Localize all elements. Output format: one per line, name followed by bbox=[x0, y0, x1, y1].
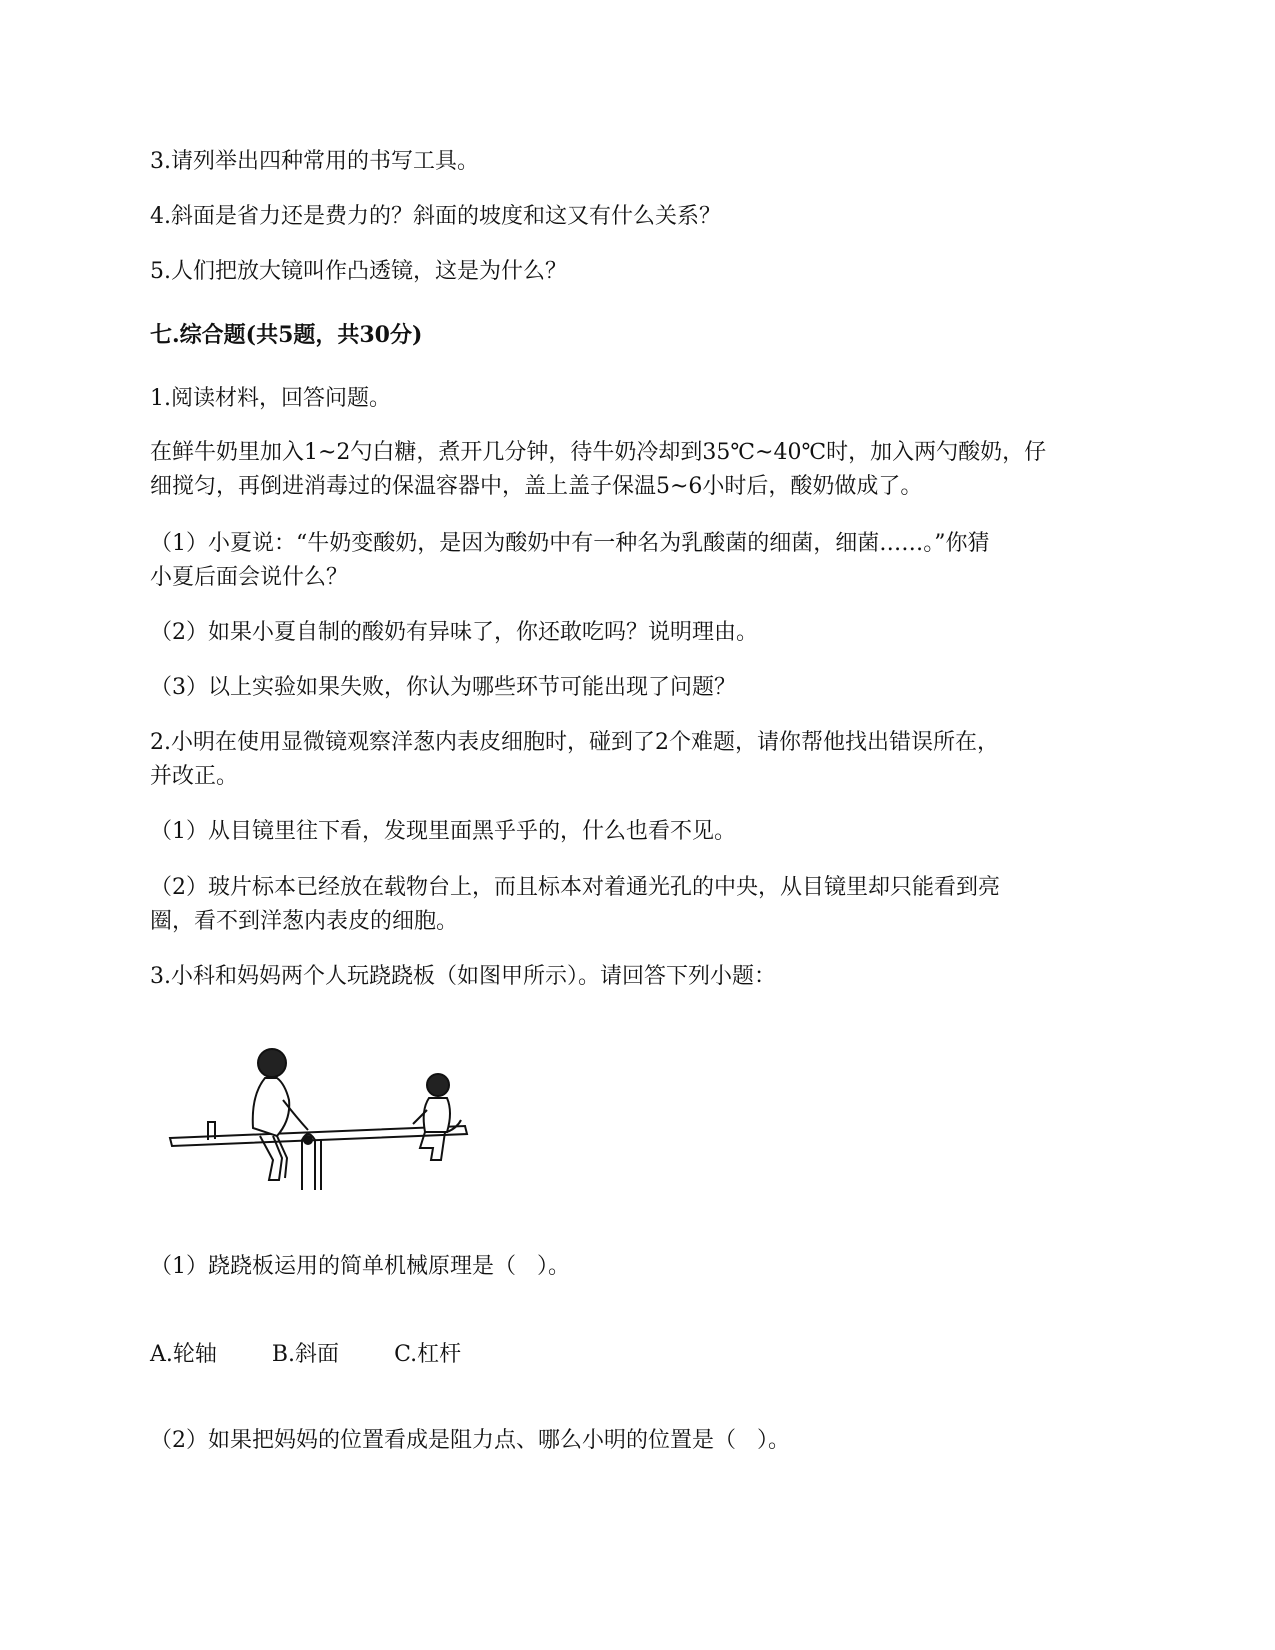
option-c: C.杠杆 bbox=[394, 1342, 462, 1367]
question-7-2-sub2-line1: （2）玻片标本已经放在载物台上，而且标本对着通光孔的中央，从目镜里却只能看到亮 bbox=[150, 875, 1000, 900]
question-7-3-sub1: （1）跷跷板运用的简单机械原理是（ ）。 bbox=[150, 1254, 570, 1279]
question-7-2-title-line2: 并改正。 bbox=[150, 764, 239, 789]
question-7-1-sub2: （2）如果小夏自制的酸奶有异味了，你还敢吃吗？说明理由。 bbox=[150, 620, 758, 645]
question-7-1-material-line1: 在鲜牛奶里加入1~2勺白糖，煮开几分钟，待牛奶冷却到35℃~40℃时，加入两勺酸奶，仔 bbox=[150, 440, 1047, 465]
question-6-3: 3.请列举出四种常用的书写工具。 bbox=[150, 149, 479, 174]
question-6-5: 5.人们把放大镜叫作凸透镜，这是为什么？ bbox=[150, 259, 567, 284]
question-7-2-sub2-line2: 圈，看不到洋葱内表皮的细胞。 bbox=[150, 909, 459, 934]
option-a: A.轮轴 bbox=[150, 1342, 217, 1367]
question-7-1-title: 1.阅读材料，回答问题。 bbox=[150, 386, 391, 411]
question-7-2-title-line1: 2.小明在使用显微镜观察洋葱内表皮细胞时，碰到了2个难题，请你帮他找出错误所在， bbox=[150, 730, 999, 755]
question-7-1-sub1-line2: 小夏后面会说什么？ bbox=[150, 565, 349, 590]
option-b: B.斜面 bbox=[271, 1342, 340, 1367]
section-7-heading: 七.综合题(共5题，共30分) bbox=[150, 322, 423, 348]
question-7-1-sub3: （3）以上实验如果失败，你认为哪些环节可能出现了问题？ bbox=[150, 675, 736, 700]
question-7-2-sub1: （1）从目镜里往下看，发现里面黑乎乎的，什么也看不见。 bbox=[150, 819, 736, 844]
question-7-3-sub2: （2）如果把妈妈的位置看成是阻力点、哪么小明的位置是（ ）。 bbox=[150, 1428, 790, 1453]
question-7-1-material-line2: 细搅匀，再倒进消毒过的保温容器中，盖上盖子保温5~6小时后，酸奶做成了。 bbox=[150, 474, 923, 499]
seesaw-illustration bbox=[165, 1040, 495, 1190]
question-7-3-options bbox=[150, 1338, 509, 1372]
question-6-4: 4.斜面是省力还是费力的？斜面的坡度和这又有什么关系？ bbox=[150, 204, 721, 229]
question-7-1-sub1-line1: （1）小夏说：“牛奶变酸奶，是因为酸奶中有一种名为乳酸菌的细菌，细菌……。”你猜 bbox=[150, 531, 990, 556]
question-7-3-title: 3.小科和妈妈两个人玩跷跷板（如图甲所示）。请回答下列小题： bbox=[150, 964, 776, 989]
